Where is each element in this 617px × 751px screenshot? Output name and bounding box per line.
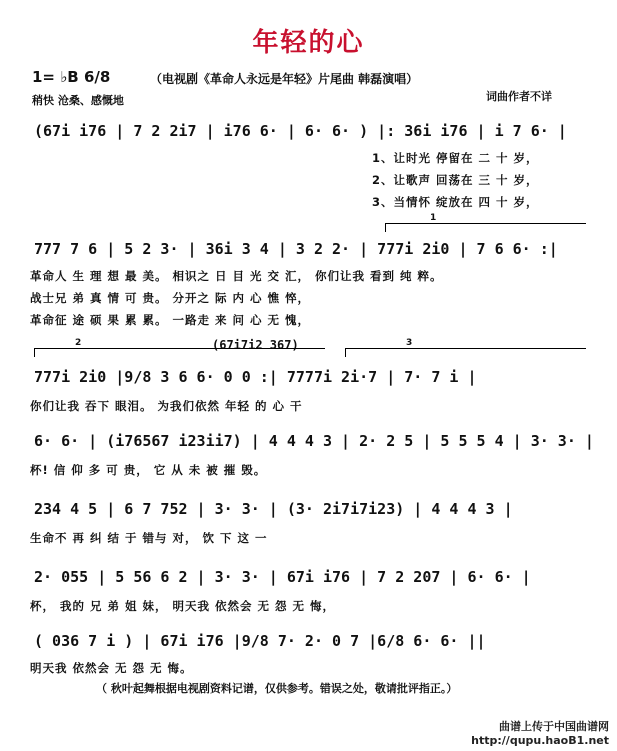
subtitle: （电视剧《革命人永远是年轻》片尾曲 韩磊演唱） bbox=[150, 72, 419, 86]
watermark: 曲谱上传于中国曲谱网 http://qupu.haoB1.net bbox=[471, 720, 609, 747]
lyric-line: 1、让时光 停留在 二 十 岁， bbox=[372, 151, 539, 165]
volta-number: 3 bbox=[406, 338, 413, 348]
footer-note: （ 秋叶起舞根据电视剧资料记谱，仅供参考。错误之处，敬请批评指正。） bbox=[96, 682, 458, 695]
notation-row-2: 777 7 6 | 5 2 3· | 36i 3 4 | 3 2 2· | 777i 2i0 | 7 6 6· :| bbox=[34, 240, 558, 258]
volta-number: 2 bbox=[75, 338, 82, 348]
volta-number: 1 bbox=[430, 213, 437, 223]
notation-row-4: 6· 6· | (i76567 i23ii7) | 4 4 4 3 | 2· 2 5 | 5 5 5 4 | 3· 3· | bbox=[34, 432, 594, 450]
notation-row-1: (67i i76 | 7 2 2i7 | i76 6· | 6· 6· ) |: 36i i76 | i 7 6· | bbox=[34, 122, 567, 140]
tempo-marking: 稍快 沧桑、感慨地 bbox=[32, 94, 124, 107]
interlude-notes: (67i7i2 367) bbox=[212, 338, 299, 352]
credit: 词曲作者不详 bbox=[486, 90, 552, 103]
lyric-line: 战士兄 弟 真 情 可 贵。 分开之 际 内 心 憔 悴， bbox=[30, 291, 311, 305]
lyric-line: 明天我 依然会 无 怨 无 悔。 bbox=[30, 661, 193, 675]
lyric-line: 革命人 生 理 想 最 美。 相识之 日 目 光 交 汇， 你们让我 看到 纯 粹。 bbox=[30, 269, 443, 283]
lyric-line: 杯! 信 仰 多 可 贵， 它 从 未 被 摧 毁。 bbox=[30, 463, 267, 477]
notation-row-7: ( 036 7 i ) | 67i i76 |9/8 7· 2· 0 7 |6/8 6· 6· || bbox=[34, 632, 486, 650]
notation-row-3: 777i 2i0 |9/8 3 6 6· 0 0 :| 7777i 2i·7 | 7· 7 i | bbox=[34, 368, 477, 386]
lyric-line: 生命不 再 纠 结 于 错与 对， 饮 下 这 一 bbox=[30, 531, 268, 545]
lyric-line: 3、当情怀 绽放在 四 十 岁， bbox=[372, 195, 539, 209]
lyric-line: 杯， 我的 兄 弟 姐 妹， 明天我 依然会 无 怨 无 悔， bbox=[30, 599, 336, 613]
lyric-line: 你们让我 吞下 眼泪。 为我们依然 年轻 的 心 干 bbox=[30, 399, 303, 413]
page-title: 年轻的心 bbox=[252, 28, 365, 58]
volta-bracket bbox=[345, 338, 586, 357]
key-signature: 1= ♭B 6/8 bbox=[32, 68, 111, 86]
volta-bracket bbox=[385, 213, 586, 232]
notation-row-5: 234 4 5 | 6 7 752 | 3· 3· | (3· 2i7i7i23) | 4 4 4 3 | bbox=[34, 500, 513, 518]
notation-row-6: 2· 055 | 5 56 6 2 | 3· 3· | 67i i76 | 7 2 207 | 6· 6· | bbox=[34, 568, 531, 586]
lyric-line: 2、让歌声 回荡在 三 十 岁， bbox=[372, 173, 539, 187]
lyric-line: 革命征 途 硕 果 累 累。 一路走 来 问 心 无 愧， bbox=[30, 313, 311, 327]
